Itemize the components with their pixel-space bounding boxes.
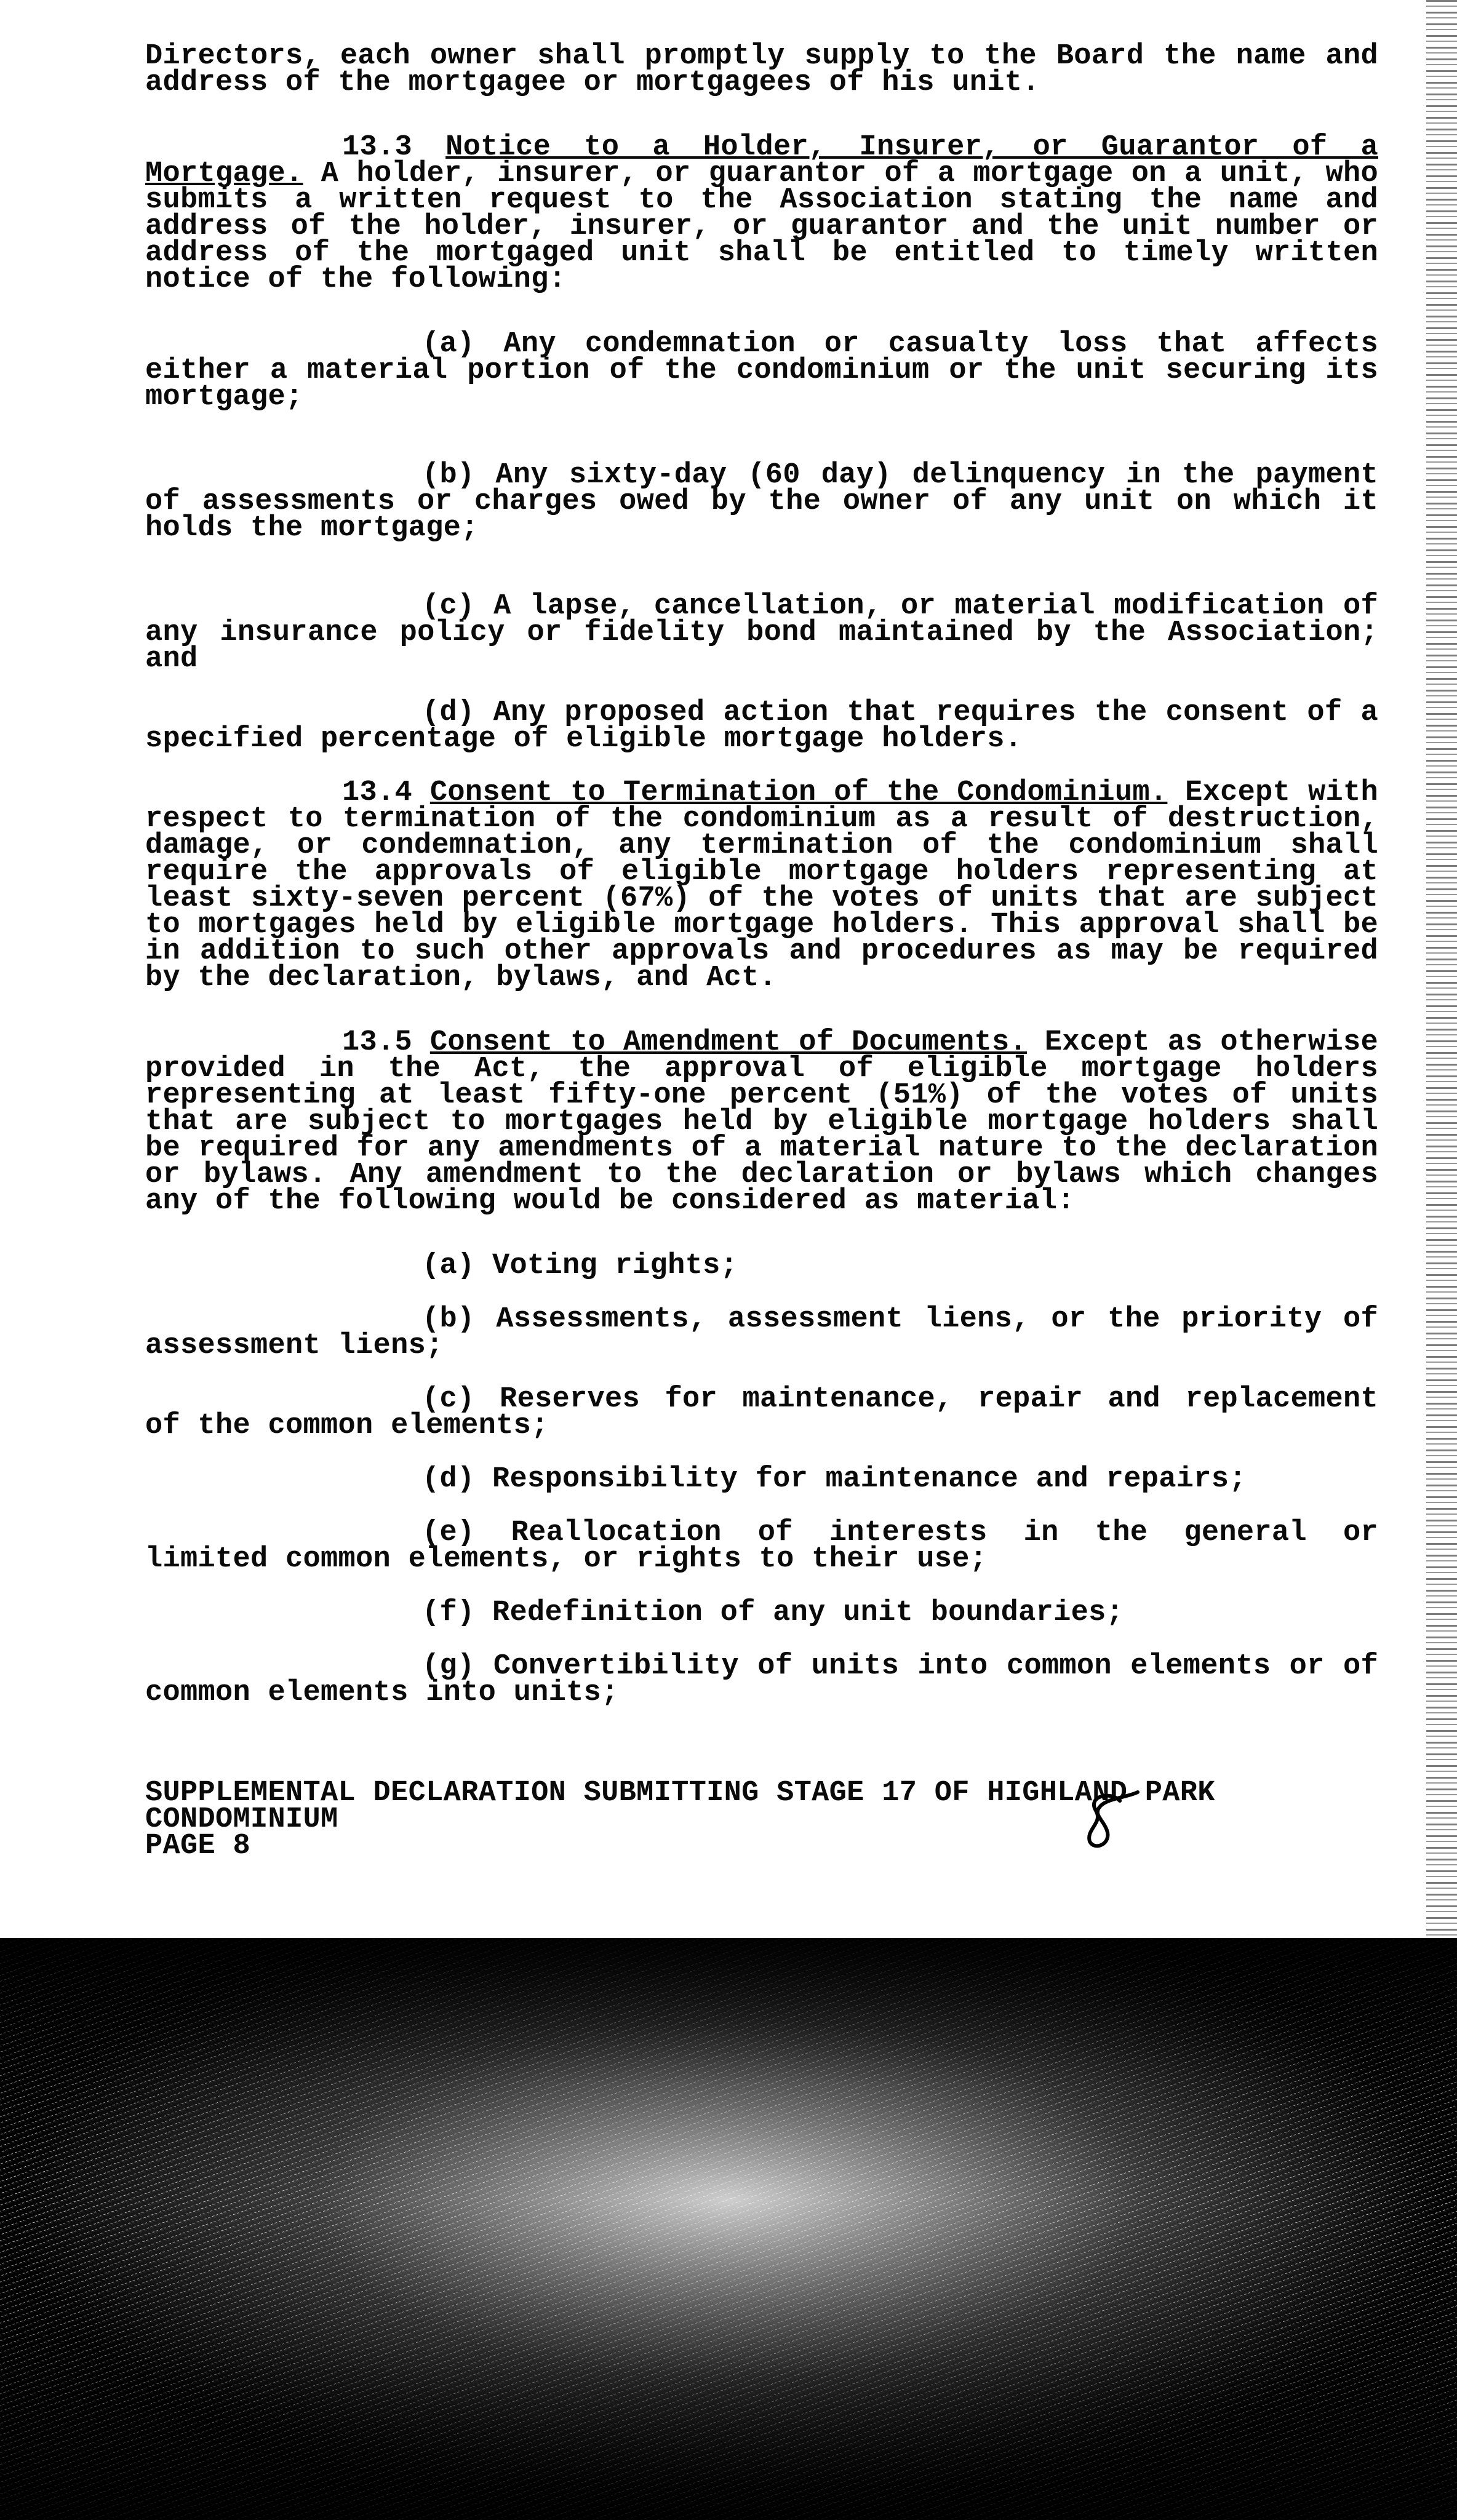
section-number: 13.3 — [342, 131, 413, 164]
intro-paragraph: Directors, each owner shall promptly supply to the Board the name and address of the mortgagee or mortgagees of his unit. — [145, 40, 1378, 99]
section-heading: Consent to Amendment of Documents. — [429, 1026, 1028, 1059]
scan-edge — [1426, 0, 1457, 1950]
list-item: (f) Redefinition of any unit boundaries; — [422, 1597, 1124, 1629]
list-item: (d) Any proposed action that requires the consent of a specified percentage of eligible mortgage holders. — [145, 696, 1378, 756]
document-body — [145, 40, 1378, 1862]
footer-title: SUPPLEMENTAL DECLARATION SUBMITTING STAGE 17 OF HIGHLAND PARK CONDOMINIUM — [145, 1777, 1215, 1836]
section-number: 13.5 — [342, 1026, 413, 1059]
footer-page-number: PAGE 8 — [145, 1830, 251, 1862]
list-item: (b) Assessments, assessment liens, or the priority of assessment liens; — [145, 1303, 1378, 1362]
section-13-4 — [145, 776, 1378, 994]
list-item: (d) Responsibility for maintenance and repairs; — [422, 1463, 1247, 1496]
list-item: (c) Reserves for maintenance, repair and replacement of the common elements; — [145, 1383, 1378, 1442]
section-13-5 — [145, 1026, 1378, 1218]
list-item: (a) Voting rights; — [422, 1250, 738, 1282]
list-item: (g) Convertibility of units into common elements or of common elements into units; — [145, 1650, 1378, 1709]
section-body: A holder, insurer, or guarantor of a mortgage on a unit, who submits a written request to the Association stating the name and address of the holder, insurer, or guarantor and the unit number or address of the mortgaged unit shall be entitled to timely written notice of the following: — [145, 158, 1378, 296]
section-heading: Consent to Termination of the Condominium. — [429, 776, 1168, 809]
list-item: (a) Any condemnation or casualty loss that affects either a material portion of the condominium or the unit securing its mortgage; — [145, 328, 1378, 413]
scan-shadow — [0, 1938, 1457, 2520]
section-heading: Notice to a Holder, Insurer, or Guarantor of a Mortgage. — [145, 131, 1378, 190]
section-body: Except as otherwise provided in the Act, the approval of eligible mortgage holders representing at least fifty-one percent (51%) of the votes of units that are subject to mortgages held by eligible mortgage holders shall be required for any amendments of a material nature to the declaration or bylaws. Any amendment to the declaration or bylaws which changes any of the following would be considered as material: — [145, 1026, 1378, 1218]
section-number: 13.4 — [342, 776, 413, 809]
handwritten-page-number — [1074, 1787, 1141, 1855]
section-body: Except with respect to termination of the condominium as a result of destruction, damage, or condemnation, any termination of the condominium shall require the approvals of eligible mortgage holders representing at least sixty-seven percent (67%) of the votes of units that are subject to mortgages held by eligible mortgage holders. This approval shall be in addition to such other approvals and procedures as may be required by the declaration, bylaws, and Act. — [145, 776, 1378, 994]
page-footer — [145, 1777, 1378, 1862]
list-item: (c) A lapse, cancellation, or material modification of any insurance policy or fidelity bond maintained by the Association; and — [145, 590, 1378, 676]
section-13-3 — [145, 131, 1378, 296]
list-item: (e) Reallocation of interests in the general or limited common elements, or rights to their use; — [145, 1517, 1378, 1576]
list-item: (b) Any sixty-day (60 day) delinquency in the payment of assessments or charges owed by the owner of any unit on which it holds the mortgage; — [145, 459, 1378, 544]
